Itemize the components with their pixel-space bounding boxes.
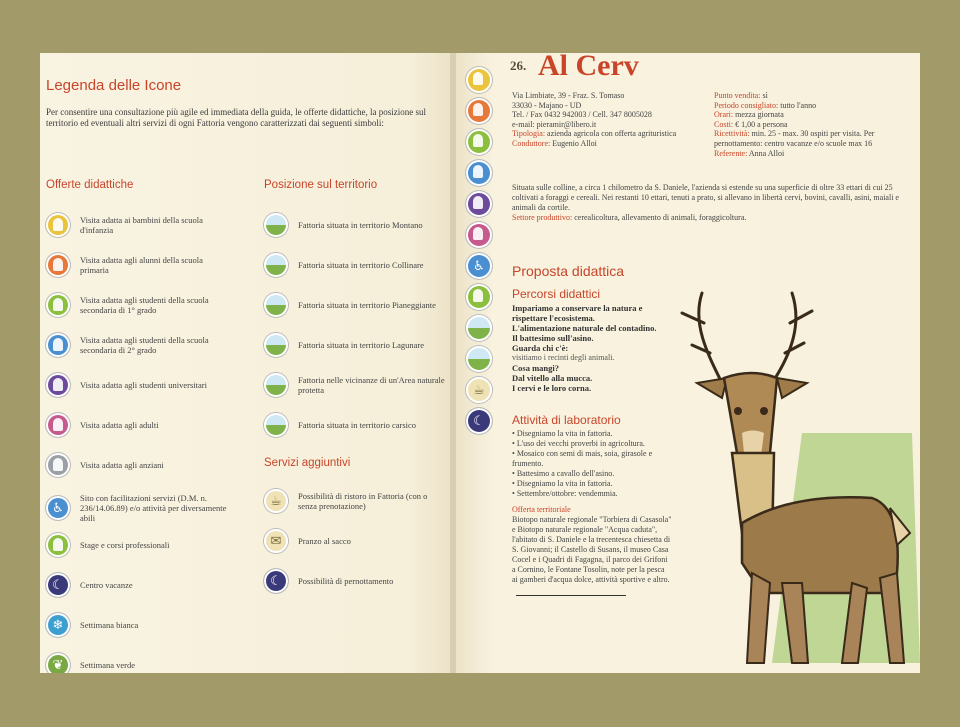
legend-label: Fattoria nelle vicinanze di un'Area naturale protetta [298, 375, 445, 395]
left-page [40, 53, 450, 673]
offerte-heading: Offerte didattiche [46, 179, 134, 191]
list-item [264, 569, 448, 593]
list-item [46, 413, 230, 437]
punto-vendita-row: Punto vendita: sì [714, 91, 768, 100]
address-line: e-mail: pieramir@libero.it [512, 119, 597, 129]
right-page [456, 53, 920, 673]
mountain-icon [264, 213, 288, 237]
list-item [46, 253, 230, 277]
legend-label: Settimana bianca [80, 620, 139, 630]
farm-name: Al Cerv [538, 53, 639, 82]
legend-label: Pranzo al sacco [298, 536, 351, 546]
ricettivita-row: Ricettività: min. 25 - max. 30 ospiti per visita. Per pernottamento: centro vacanze e/o scuole max 16 [714, 129, 875, 148]
snowflake-icon: ❄ [46, 613, 70, 637]
graduate-icon [466, 191, 492, 217]
legend-label: Possibilità di ristoro in Fattoria (con o senza prenotazione) [298, 491, 428, 511]
farm-contact-block [512, 91, 712, 149]
address-line: Via Limbiate, 39 - Fraz. S. Tomaso [512, 91, 625, 100]
legend-label: Fattoria situata in territorio Pianeggiante [298, 300, 436, 310]
list-item [46, 493, 230, 523]
list-item: • Disegniamo la vita in fattoria. [512, 429, 682, 439]
periodo-row: Periodo consigliato: tutto l'anno [714, 100, 817, 110]
legend-label: Centro vacanze [80, 580, 133, 590]
percorsi-title: Percorsi didattici [512, 287, 601, 301]
legend-label: Fattoria situata in territorio Collinare [298, 260, 424, 270]
pen-underline [516, 595, 626, 596]
legend-label: Visita adatta agli adulti [80, 420, 159, 430]
list-item [264, 293, 448, 317]
wheelchair-icon: ♿ [466, 253, 492, 279]
overnight-moon-icon: ☾ [466, 408, 492, 434]
list-item [46, 293, 230, 317]
adult-icon [466, 222, 492, 248]
list-item [46, 573, 230, 597]
legend-label: Fattoria situata in territorio carsico [298, 420, 417, 430]
list-item: • Mosaico con semi di mais, soia, girasole e frumento. [512, 449, 682, 469]
protected-area-icon [466, 346, 492, 372]
legend-label: Sito con facilitazioni servizi (D.M. n. 236/14.06.89) e/o attività per diversamente abili [80, 493, 227, 523]
legend-label: Fattoria situata in territorio Montano [298, 220, 423, 230]
lagoon-icon [264, 333, 288, 357]
legend-label: Visita adatta agli alunni della scuola primaria [80, 255, 203, 275]
list-item [264, 489, 448, 513]
adult-icon [46, 413, 70, 437]
legend-title: Legenda delle Icone [46, 77, 182, 94]
farm-number: 26. [510, 58, 527, 73]
list-item: • Battesimo a cavallo dell'asino. [512, 469, 682, 479]
percorsi-list: Impariamo a conservare la natura e rispettare l'ecosistema. L'alimentazione naturale del contadino. Il battesimo sull'asino. Guarda chi c'è: visitiamo i recinti degli animali. Cosa mangi? Dal vitello alla mucca. I cervi e le loro corna. [512, 303, 657, 393]
legend-label: Possibilità di pernottamento [298, 576, 394, 586]
proposta-title: Proposta didattica [512, 263, 625, 279]
address-line: 33030 - Majano - UD [512, 100, 582, 110]
list-item [46, 333, 230, 357]
list-item [46, 213, 230, 237]
legend-label: Visita adatta ai bambini della scuola d'infanzia [80, 215, 203, 235]
list-item [46, 613, 230, 637]
legend-label: Fattoria situata in territorio Lagunare [298, 340, 425, 350]
list-item: • Settembre/ottobre: vendemmia. [512, 489, 682, 499]
plain-icon [264, 293, 288, 317]
conduttore-row: Conduttore: Eugenio Alloi [512, 138, 597, 148]
tipologia-row: Tipologia: azienda agricola con offerta agrituristica [512, 129, 677, 139]
list-item [264, 373, 448, 397]
student-icon [46, 293, 70, 317]
farm-details-block [714, 91, 914, 158]
servizi-heading: Servizi aggiuntivi [264, 457, 351, 469]
wheelchair-icon: ♿ [46, 496, 70, 520]
list-item [46, 533, 230, 557]
training-icon [466, 284, 492, 310]
hill-icon [264, 253, 288, 277]
list-item [264, 253, 448, 277]
deer-illustration [652, 283, 920, 673]
list-item: • Disegniamo la vita in fattoria. [512, 479, 682, 489]
list-item [46, 453, 230, 477]
list-item: • L'uso dei vecchi proverbi in agricoltura. [512, 439, 682, 449]
teen-icon [46, 333, 70, 357]
overnight-moon-icon: ☾ [264, 569, 288, 593]
brochure-spread [40, 53, 920, 673]
packed-lunch-icon: ✉ [264, 529, 288, 553]
legend-label: Visita adatta agli anziani [80, 460, 164, 470]
list-item [264, 213, 448, 237]
orari-row: Orari: mezza giornata [714, 110, 784, 120]
list-item [46, 653, 230, 673]
settore-row: Settore produttivo: cerealicoltura, allevamento di animali, foraggicoltura. [512, 213, 747, 222]
child-icon [466, 67, 492, 93]
teen-icon [466, 160, 492, 186]
karst-icon [264, 413, 288, 437]
address-line: Tel. / Fax 0432 942003 / Cell. 347 8005028 [512, 110, 652, 120]
protected-area-icon [264, 373, 288, 397]
graduate-icon [46, 373, 70, 397]
lab-title: Attività di laboratorio [512, 413, 621, 427]
moon-icon: ☾ [46, 573, 70, 597]
legend-label: Visita adatta agli studenti universitari [80, 380, 207, 390]
pupil-icon [466, 98, 492, 124]
referente-row: Referente: Anna Alloi [714, 148, 785, 158]
restaurant-icon: ☕ [466, 377, 492, 403]
posizione-heading: Posizione sul territorio [264, 179, 378, 191]
elderly-icon [46, 453, 70, 477]
hill-icon [466, 315, 492, 341]
list-item [264, 333, 448, 357]
legend-label: Stage e corsi professionali [80, 540, 170, 550]
list-item [264, 529, 448, 553]
pupil-icon [46, 253, 70, 277]
training-icon [46, 533, 70, 557]
farm-description: Situata sulle colline, a circa 1 chilometro da S. Daniele, l'azienda si estende su una superficie di oltre 33 ettari di cui 25 coltivati a foraggi e cereali. Nei restanti 10 ettari, tenuti a prato, si allevano in libertà cervi, bovini, cavalli, asini, maiali e animali da cortile. Settore produttivo: cerealicoltura, allevamento di animali, foraggicoltura. [512, 183, 912, 223]
legend-intro: Per consentire una consultazione più agile ed immediata della guida, le offerte didattiche, la posizione sul territorio ed eventuali altri servizi di ogni Fattoria vengono caratterizzati dai seguenti simboli: [46, 107, 426, 128]
offerta-territoriale: Offerta territoriale Biotopo naturale regionale "Torbiera di Casasola" e Biotopo naturale regionale "Acqua caduta", l'abitato di S. Daniele e la trecentesca chiesetta di S. Giovanni; il Castello di Susans, il museo Casa Cocel e i Quadri di Fagagna, il parco dei Grifoni a Cornino, le Fontane Tosolin, note per la pesca ai gamberi d'acqua dolce, attività sportive e altro. [512, 505, 672, 584]
list-item [46, 373, 230, 397]
legend-label: Settimana verde [80, 660, 135, 670]
student-icon [466, 129, 492, 155]
restaurant-icon: ☕ [264, 489, 288, 513]
leaf-icon: ❦ [46, 653, 70, 673]
child-icon [46, 213, 70, 237]
legend-label: Visita adatta agli studenti della scuola secondaria di 1° grado [80, 295, 209, 315]
list-item [264, 413, 448, 437]
costi-row: Costi: € 1,00 a persona [714, 119, 788, 129]
legend-label: Visita adatta agli studenti della scuola secondaria di 2° grado [80, 335, 209, 355]
